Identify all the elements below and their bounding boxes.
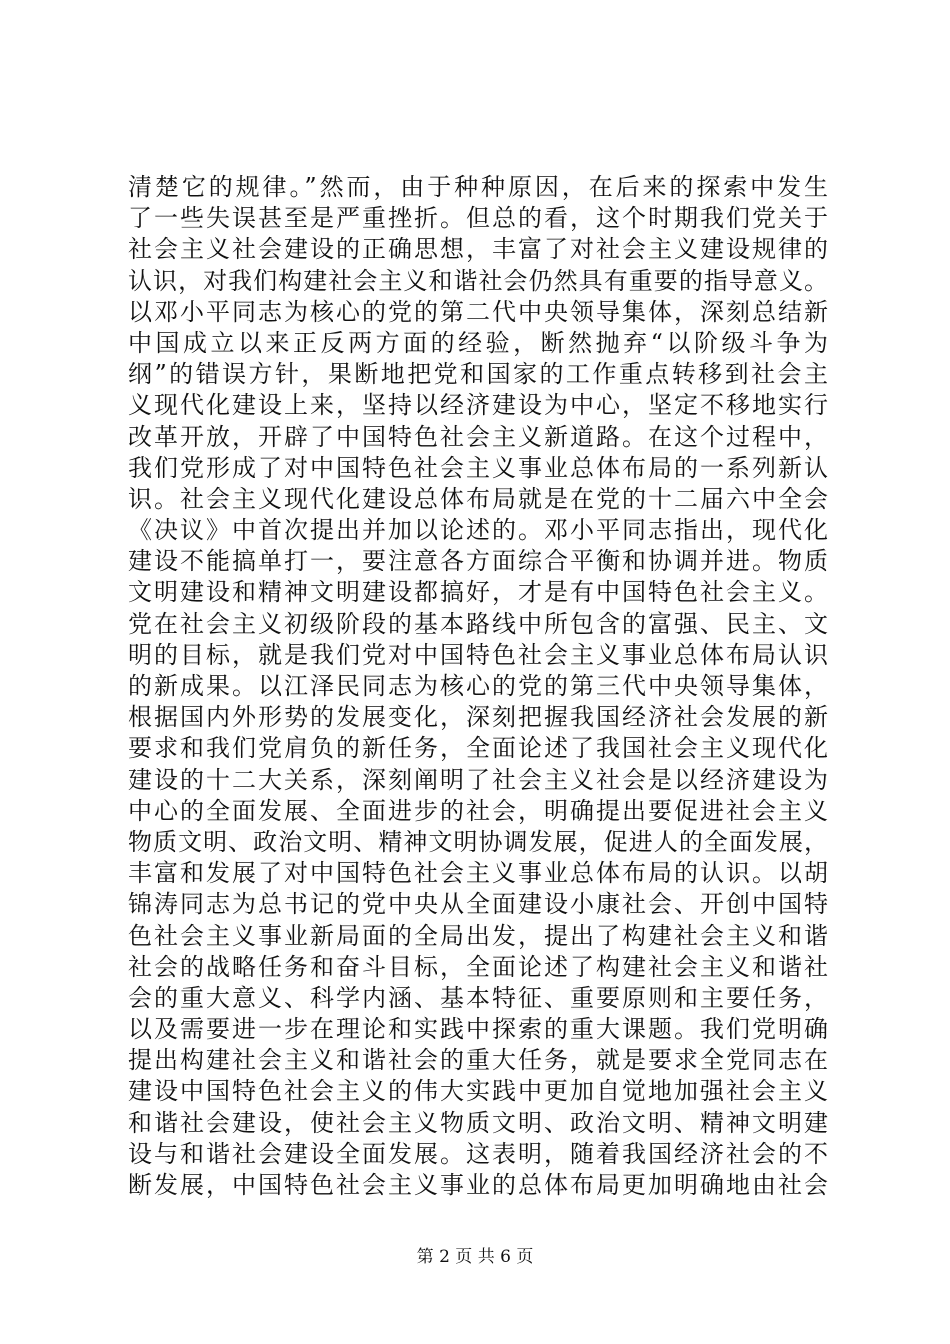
text-line: 以邓小平同志为核心的党的第二代中央领导集体，深刻总结新: [128, 297, 828, 326]
text-line: 丰富和发展了对中国特色社会主义事业总体布局的认识。以胡: [128, 859, 828, 888]
text-line: 纲”的错误方针，果断地把党和国家的工作重点转移到社会主: [128, 360, 828, 389]
text-line: 锦涛同志为总书记的党中央从全面建设小康社会、开创中国特: [128, 890, 828, 919]
text-line: 色社会主义事业新局面的全局出发，提出了构建社会主义和谐: [128, 921, 828, 950]
text-line: 《决议》中首次提出并加以论述的。邓小平同志指出，现代化: [128, 516, 828, 545]
text-line: 中心的全面发展、全面进步的社会，明确提出要促进社会主义: [128, 796, 828, 825]
text-line: 设与和谐社会建设全面发展。这表明，随着我国经济社会的不: [128, 1139, 828, 1168]
text-line: 建设中国特色社会主义的伟大实践中更加自觉地加强社会主义: [128, 1077, 828, 1106]
text-line: 断发展，中国特色社会主义事业的总体布局更加明确地由社会: [128, 1171, 828, 1199]
text-line: 根据国内外形势的发展变化，深刻把握我国经济社会发展的新: [128, 703, 828, 732]
text-line: 提出构建社会主义和谐社会的重大任务，就是要求全党同志在: [128, 1046, 828, 1075]
text-line: 建设的十二大关系，深刻阐明了社会主义社会是以经济建设为: [128, 765, 828, 794]
text-line: 社会主义社会建设的正确思想，丰富了对社会主义建设规律的: [128, 235, 828, 264]
text-line: 改革开放，开辟了中国特色社会主义新道路。在这个过程中，: [128, 422, 828, 451]
text-line: 明的目标，就是我们党对中国特色社会主义事业总体布局认识: [128, 640, 828, 669]
text-line: 和谐社会建设，使社会主义物质文明、政治文明、精神文明建: [128, 1108, 828, 1137]
text-line: 了一些失误甚至是严重挫折。但总的看，这个时期我们党关于: [128, 204, 828, 233]
text-line: 认识，对我们构建社会主义和谐社会仍然具有重要的指导意义。: [128, 266, 828, 295]
text-line: 清楚它的规律。”然而，由于种种原因，在后来的探索中发生: [128, 173, 828, 201]
text-line: 识。社会主义现代化建设总体布局就是在党的十二届六中全会: [128, 484, 828, 513]
text-line: 要求和我们党肩负的新任务，全面论述了我国社会主义现代化: [128, 734, 828, 763]
text-line: 文明建设和精神文明建设都搞好，才是有中国特色社会主义。: [128, 578, 828, 607]
text-line: 的新成果。以江泽民同志为核心的党的第三代中央领导集体，: [128, 672, 828, 700]
text-line: 物质文明、政治文明、精神文明协调发展，促进人的全面发展，: [128, 827, 828, 856]
text-line: 我们党形成了对中国特色社会主义事业总体布局的一系列新认: [128, 453, 828, 482]
text-line: 以及需要进一步在理论和实践中探索的重大课题。我们党明确: [128, 1015, 828, 1044]
text-line: 社会的战略任务和奋斗目标，全面论述了构建社会主义和谐社: [128, 952, 828, 981]
text-line: 党在社会主义初级阶段的基本路线中所包含的富强、民主、文: [128, 609, 828, 638]
body-text: [128, 172, 828, 1201]
text-line: 建设不能搞单打一，要注意各方面综合平衡和协调并进。物质: [128, 547, 828, 576]
text-line: 义现代化建设上来，坚持以经济建设为中心，坚定不移地实行: [128, 391, 828, 420]
text-line: 会的重大意义、科学内涵、基本特征、重要原则和主要任务，: [128, 983, 828, 1012]
text-line: 中国成立以来正反两方面的经验，断然抛弃“以阶级斗争为: [128, 328, 828, 357]
page-number-footer: 第 2 页 共 6 页: [416, 1247, 534, 1267]
